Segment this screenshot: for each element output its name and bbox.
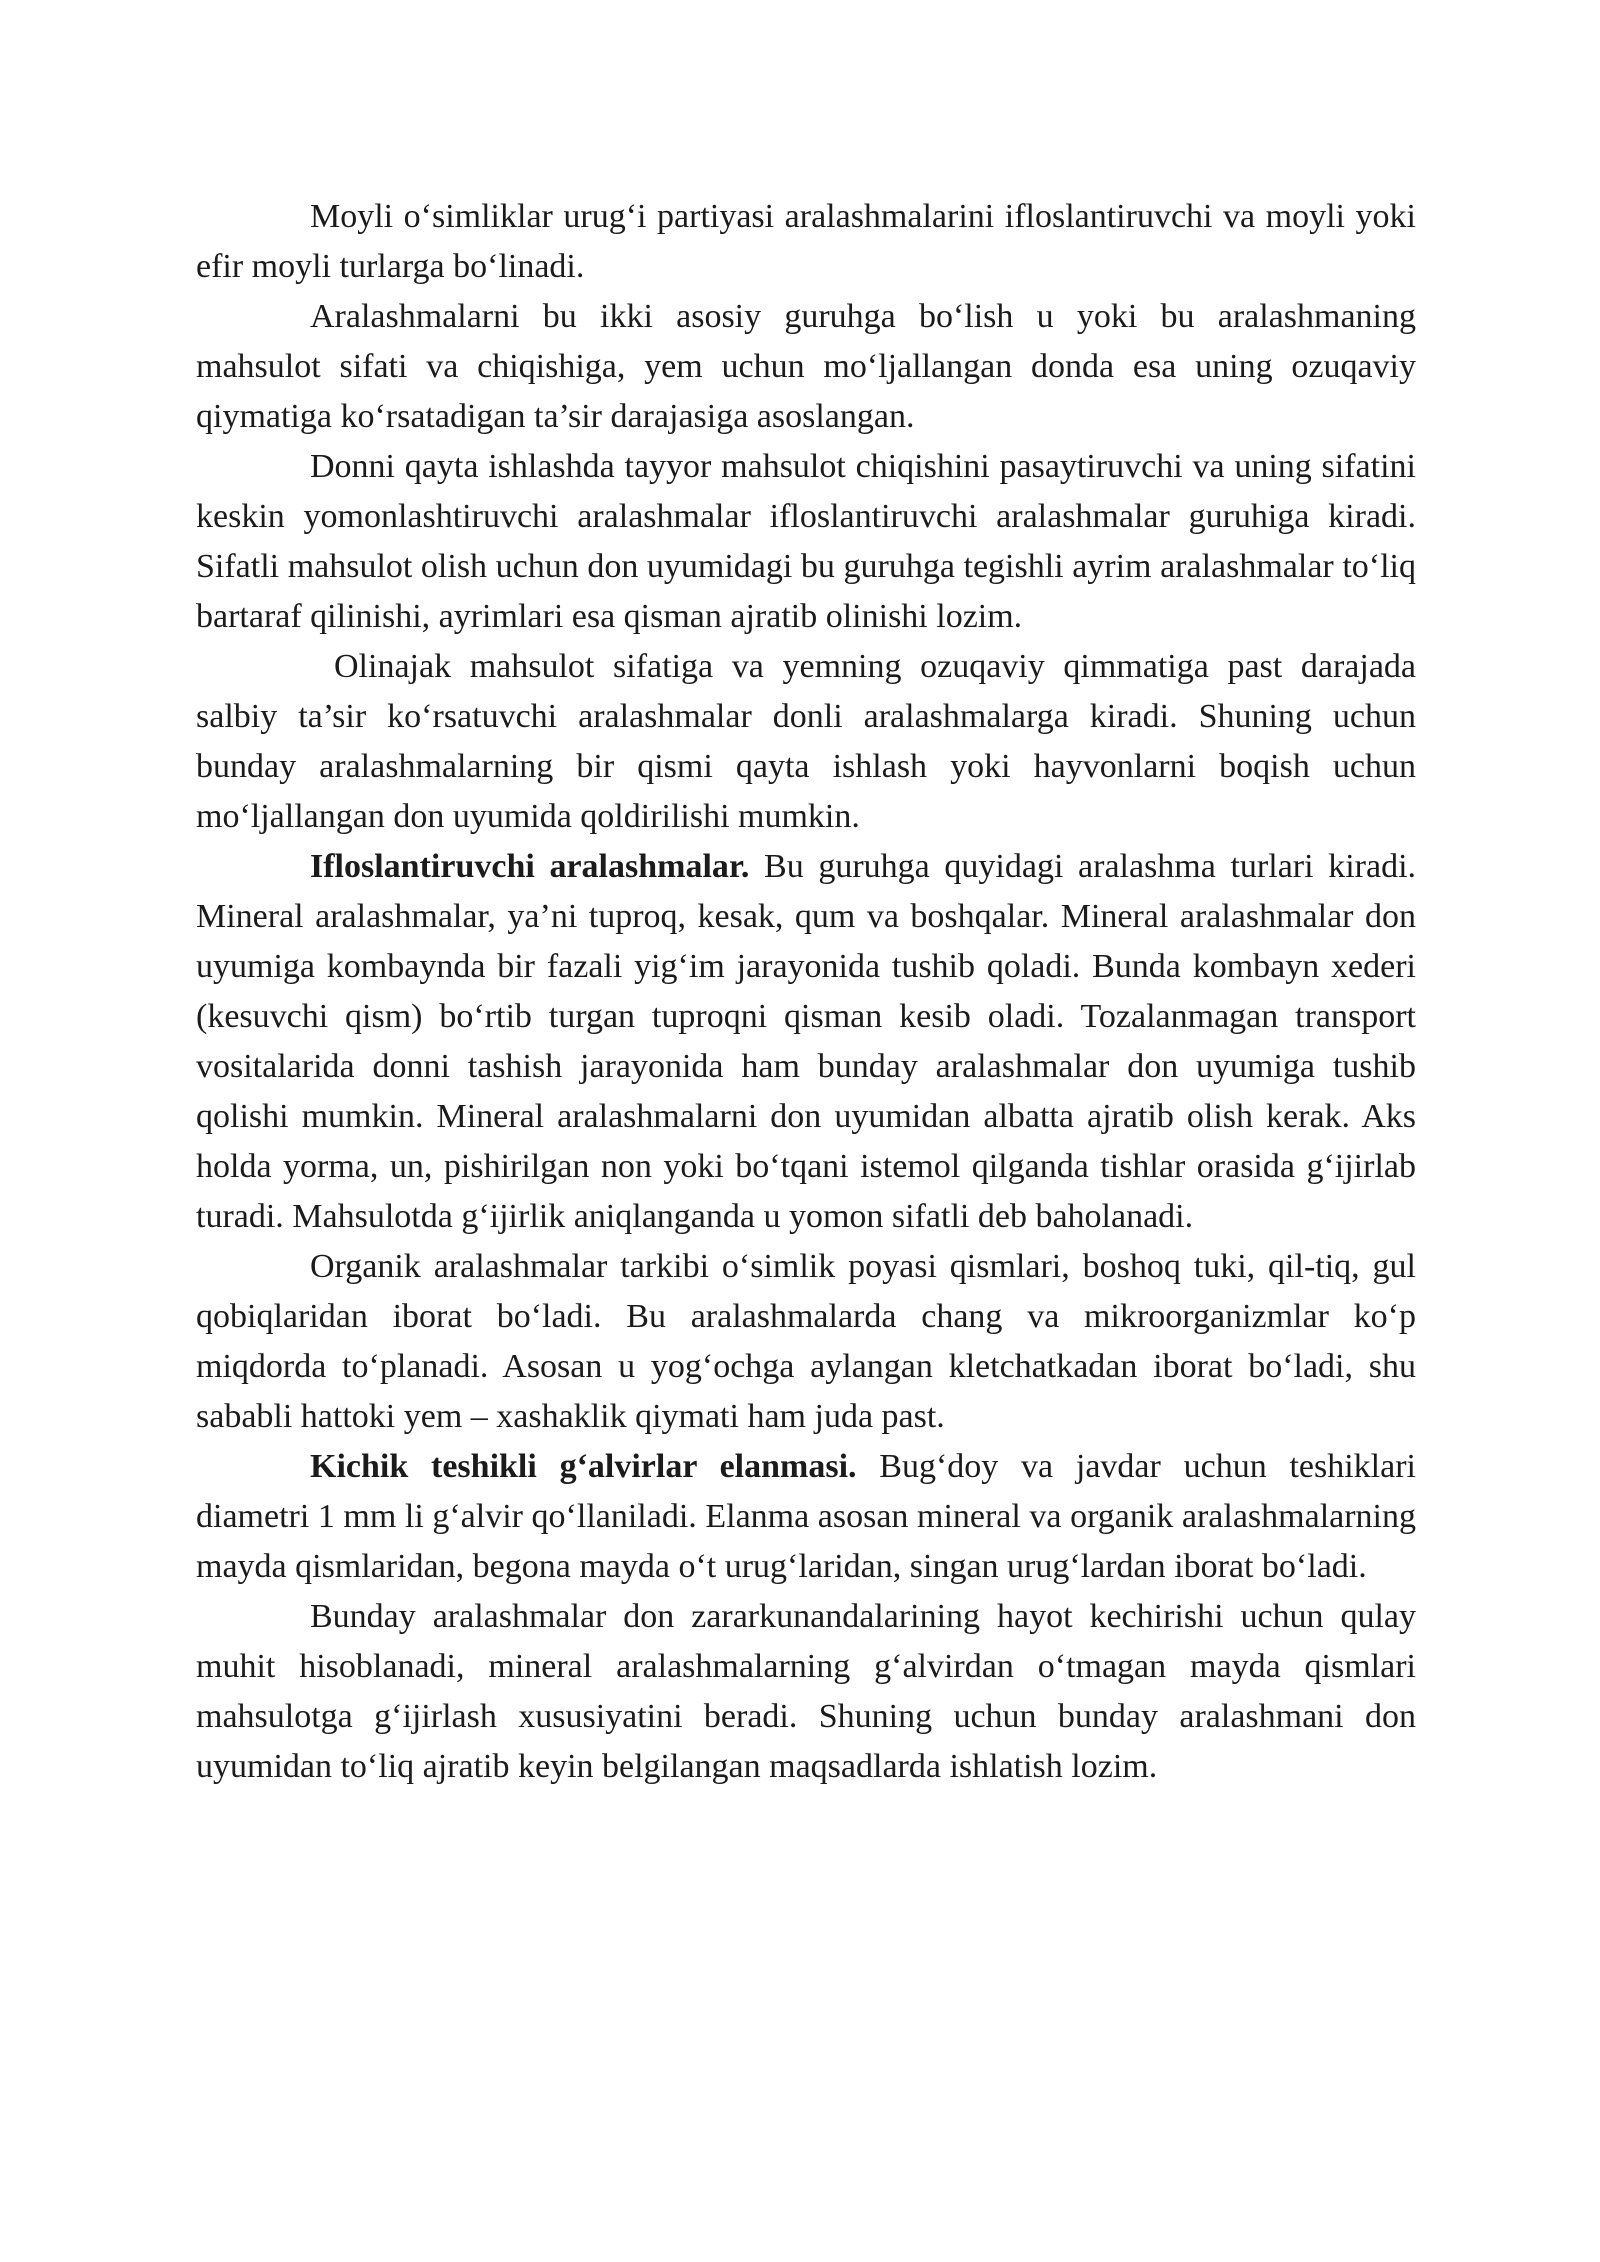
document-page	[196, 192, 1416, 1792]
paragraph-8	[196, 1592, 1416, 1792]
paragraph-2-text: Aralashmalarni bu ikki asosiy guruhga bo‘lish u yoki bu aralashmaning mahsulot sifati va chiqishiga, yem uchun mo‘ljallangan donda esa uning ozuqaviy qiymatiga ko‘rsatadigan ta’sir darajasiga asoslangan.	[196, 298, 1416, 435]
paragraph-1	[196, 192, 1416, 292]
paragraph-7	[196, 1442, 1416, 1592]
paragraph-5-text: Bu guruhga quyidagi aralashma turlari kiradi. Mineral aralashmalar, ya’ni tuproq, kesak, qum va boshqalar. Mineral aralashmalar don uyumiga kombaynda bir fazali yig‘im jarayonida tushib qoladi. Bunda kombayn xederi (kesuvchi qism) bo‘rtib turgan tuproqni qisman kesib oladi. Tozalanmagan transport vositalarida donni tashish jarayonida ham bunday aralashmalar don uyumiga tushib qolishi mumkin. Mineral aralashmalarni don uyumidan albatta ajratib olish kerak. Aks holda yorma, un, pishirilgan non yoki bo‘tqani istemol qilganda tishlar orasida g‘ijirlab turadi. Mahsulotda g‘ijirlik aniqlanganda u yomon sifatli deb baholanadi.	[196, 848, 1417, 1235]
paragraph-3-text: Donni qayta ishlashda tayyor mahsulot chiqishini pasaytiruvchi va uning sifatini keskin yomonlashtiruvchi aralashmalar ifloslantiruvchi aralashmalar guruhiga kiradi. Sifatli mahsulot olish uchun don uyumidagi bu guruhga tegishli ayrim aralashmalar to‘liq bartaraf qilinishi, ayrimlari esa qisman ajratib olinishi lozim.	[196, 448, 1416, 635]
paragraph-3	[196, 442, 1416, 642]
section-heading-ifloslantiruvchi: Ifloslantiruvchi aralashmalar.	[310, 848, 750, 885]
paragraph-6-text: Organik aralashmalar tarkibi o‘simlik poyasi qismlari, boshoq tuki, qil-tiq, gul qobiqlaridan iborat bo‘ladi. Bu aralashmalarda chang va mikroorganizmlar ko‘p miqdorda to‘planadi. Asosan u yog‘ochga aylangan kletchatkadan iborat bo‘ladi, shu sababli hattoki yem – xashaklik qiymati ham juda past.	[196, 1248, 1416, 1435]
paragraph-8-text: Bunday aralashmalar don zararkunandalarining hayot kechirishi uchun qulay muhit hisoblanadi, mineral aralashmalarning g‘alvirdan o‘tmagan mayda qismlari mahsulotga g‘ijirlash xususiyatini beradi. Shuning uchun bunday aralashmani don uyumidan to‘liq ajratib keyin belgilangan maqsadlarda ishlatish lozim.	[196, 1598, 1416, 1785]
paragraph-2	[196, 292, 1416, 442]
section-heading-kichik-teshikli: Kichik teshikli g‘alvirlar elanmasi.	[310, 1448, 857, 1485]
paragraph-7-text: Bug‘doy va javdar uchun teshiklari diametri 1 mm li g‘alvir qo‘llaniladi. Elanma asosan mineral va organik aralashmalarning mayda qismlaridan, begona mayda o‘t urug‘laridan, singan urug‘lardan iborat bo‘ladi.	[196, 1448, 1416, 1585]
paragraph-1-text: Moyli o‘simliklar urug‘i partiyasi aralashmalarini ifloslantiruvchi va moyli yoki efir moyli turlarga bo‘linadi.	[196, 198, 1416, 285]
paragraph-4	[196, 642, 1416, 842]
paragraph-4-text: Olinajak mahsulot sifatiga va yemning ozuqaviy qimmatiga past darajada salbiy ta’sir ko‘rsatuvchi aralashmalar donli aralashmalarga kiradi. Shuning uchun bunday aralashmalarning bir qismi qayta ishlash yoki hayvonlarni boqish uchun mo‘ljallangan don uyumida qoldirilishi mumkin.	[196, 648, 1416, 835]
paragraph-6	[196, 1242, 1416, 1442]
paragraph-5	[196, 842, 1416, 1242]
